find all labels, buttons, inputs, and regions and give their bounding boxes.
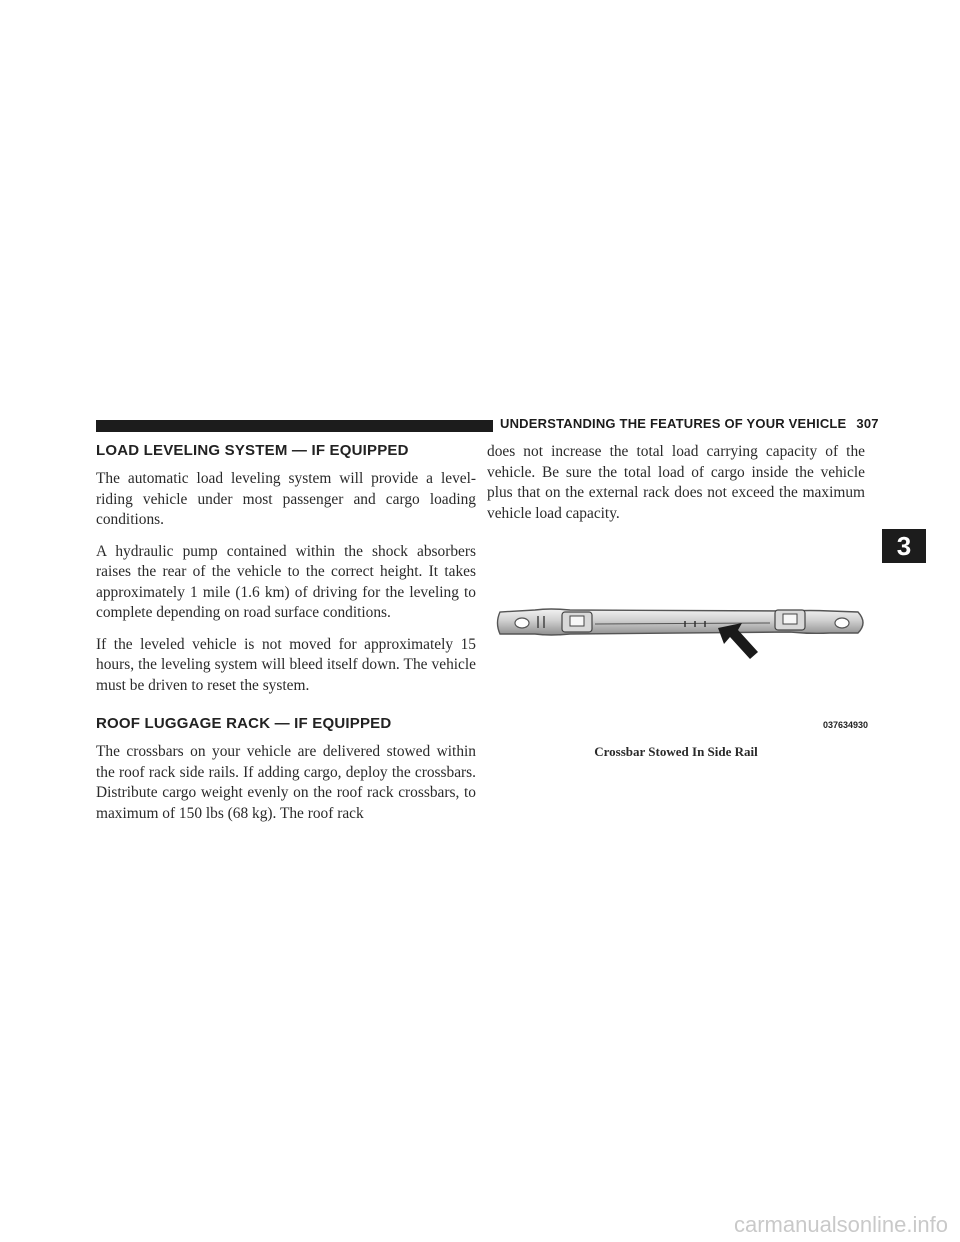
paragraph: The automatic load leveling system will provide a level-riding vehicle under most passenger and cargo loading conditions. [96,470,476,528]
paragraph: A hydraulic pump contained within the shock absorbers raises the rear of the vehicle to the correct height. It takes approximately 1 mile (1.6 km) of driving for the leveling to complete depending on road surface conditions. [96,542,476,621]
paragraph: If the leveled vehicle is not moved for approximately 15 hours, the leveling system will bleed itself down. The vehicle must be driven to reset the system. [96,635,476,694]
watermark: carmanualsonline.info [733,1212,948,1237]
heading-roof-rack: ROOF LUGGAGE RACK — IF EQUIPPED [96,715,392,732]
chapter-tab: 3 [882,529,926,563]
page-number: 307 [856,416,879,431]
figure-code: 037634930 [822,720,868,730]
figure-caption: Crossbar Stowed In Side Rail [594,744,758,759]
right-column [487,442,865,535]
running-header [500,416,879,431]
header-bar [96,420,493,432]
paragraph: does not increase the total load carrying capacity of the vehicle. Be sure the total load of cargo inside the vehicle plus that on the external rack does not exceed the maximum vehicle load capacity. [487,443,865,522]
paragraph: The crossbars on your vehicle are delivered stowed within the roof rack side rails. If adding cargo, deploy the crossbars. Distribute cargo weight evenly on the roof rack crossbars, to maximum of 150 lbs (68 kg). The roof rack [96,743,476,822]
section-title: UNDERSTANDING THE FEATURES OF YOUR VEHICLE [500,416,847,431]
left-column [96,442,476,835]
crossbar-illustration [490,580,870,720]
heading-load-leveling: LOAD LEVELING SYSTEM — IF EQUIPPED [96,442,409,459]
crossbar-figure [490,580,870,740]
